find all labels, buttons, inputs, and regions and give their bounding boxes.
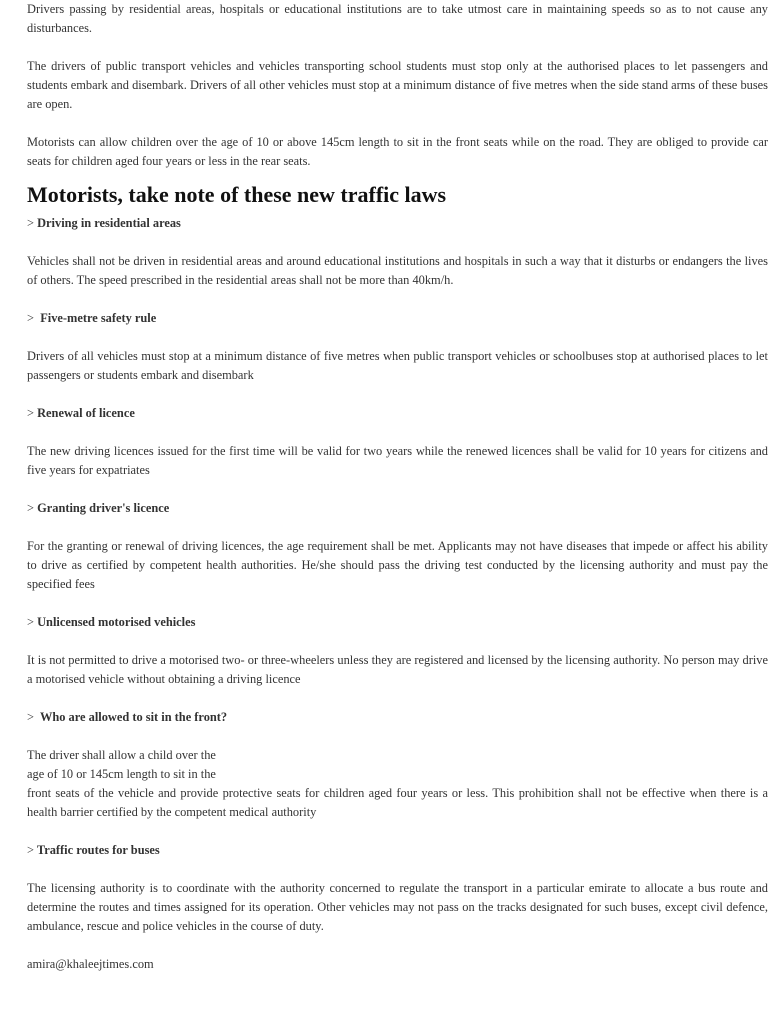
article-body bbox=[27, 0, 768, 974]
section-title-text: Traffic routes for buses bbox=[36, 843, 160, 857]
intro-paragraph-2: The drivers of public transport vehicles and vehicles transporting school students must stop only at the authorised places to let passengers and students embark and disembark. Drivers of all other vehicles must stop at a minimum distance of five metres when the side stand arms of these buses are open. bbox=[27, 59, 768, 111]
arrow-marker: > bbox=[27, 843, 34, 857]
arrow-marker: > bbox=[27, 615, 34, 629]
section-title-bus-routes bbox=[27, 841, 768, 860]
section-title-text: Renewal of licence bbox=[37, 406, 135, 420]
section-title-text: Who are allowed to sit in the front? bbox=[39, 710, 228, 724]
section-title-unlicensed bbox=[27, 613, 768, 632]
arrow-marker: > bbox=[27, 406, 34, 420]
intro-paragraph-1: Drivers passing by residential areas, hospitals or educational institutions are to take utmost care in maintaining speeds so as to not cause any disturbances. bbox=[27, 2, 768, 35]
section-body-bus-routes: The licensing authority is to coordinate with the authority concerned to regulate the transport in a particular emirate to allocate a bus route and determine the routes and times assigned for its operation. Other vehicles may not pass on the tracks designated for such buses, except civil defence, ambulance, rescue and police vehicles in the course of duty. bbox=[27, 881, 768, 933]
arrow-marker: > bbox=[27, 311, 34, 325]
intro-paragraph-3: Motorists can allow children over the age of 10 or above 145cm length to sit in the front seats while on the road. They are obliged to provide car seats for children aged four years or less in the rear seats. bbox=[27, 135, 768, 168]
section-title-front-seat bbox=[27, 708, 768, 727]
section-body-front-seat: The driver shall allow a child over the age of 10 or 145cm length to sit in the front seats of the vehicle and provide protective seats for children aged four years or less. This prohibition shall not be effective when there is a health barrier certified by the competent medical authority bbox=[27, 748, 768, 819]
section-title-text: Driving in residential areas bbox=[37, 216, 181, 230]
section-body-renewal: The new driving licences issued for the first time will be valid for two years while the renewed licences shall be valid for 10 years for citizens and five years for expatriates bbox=[27, 444, 768, 477]
section-body-five-metre: Drivers of all vehicles must stop at a minimum distance of five metres when public transport vehicles or schoolbuses stop at authorised places to let passengers or students embark and disembark bbox=[27, 349, 768, 382]
section-title-granting bbox=[27, 499, 768, 518]
section-title-text: Five-metre safety rule bbox=[40, 311, 157, 325]
article-heading: Motorists, take note of these new traffic laws bbox=[27, 182, 447, 207]
section-title-text: Granting driver's licence bbox=[37, 501, 170, 515]
section-title-residential bbox=[27, 214, 768, 233]
section-body-granting: For the granting or renewal of driving licences, the age requirement shall be met. Applicants may not have diseases that impede or affect his ability to drive as certified by competent health authorities. He/she should pass the driving test conducted by the licensing authority and must pay the specified fees bbox=[27, 539, 768, 591]
section-body-residential: Vehicles shall not be driven in residential areas and around educational institutions and hospitals in such a way that it disturbs or endangers the lives of others. The speed prescribed in the residential areas shall not be more than 40km/h. bbox=[27, 254, 768, 287]
section-title-renewal bbox=[27, 404, 768, 423]
author-email: amira@khaleejtimes.com bbox=[27, 957, 154, 971]
arrow-marker: > bbox=[27, 710, 34, 724]
section-body-unlicensed: It is not permitted to drive a motorised two- or three-wheelers unless they are registered and licensed by the licensing authority. No person may drive a motorised vehicle without obtaining a driving licence bbox=[27, 653, 768, 686]
section-title-five-metre bbox=[27, 309, 768, 328]
arrow-marker: > bbox=[27, 216, 34, 230]
section-title-text: Unlicensed motorised vehicles bbox=[37, 615, 196, 629]
arrow-marker: > bbox=[27, 501, 34, 515]
